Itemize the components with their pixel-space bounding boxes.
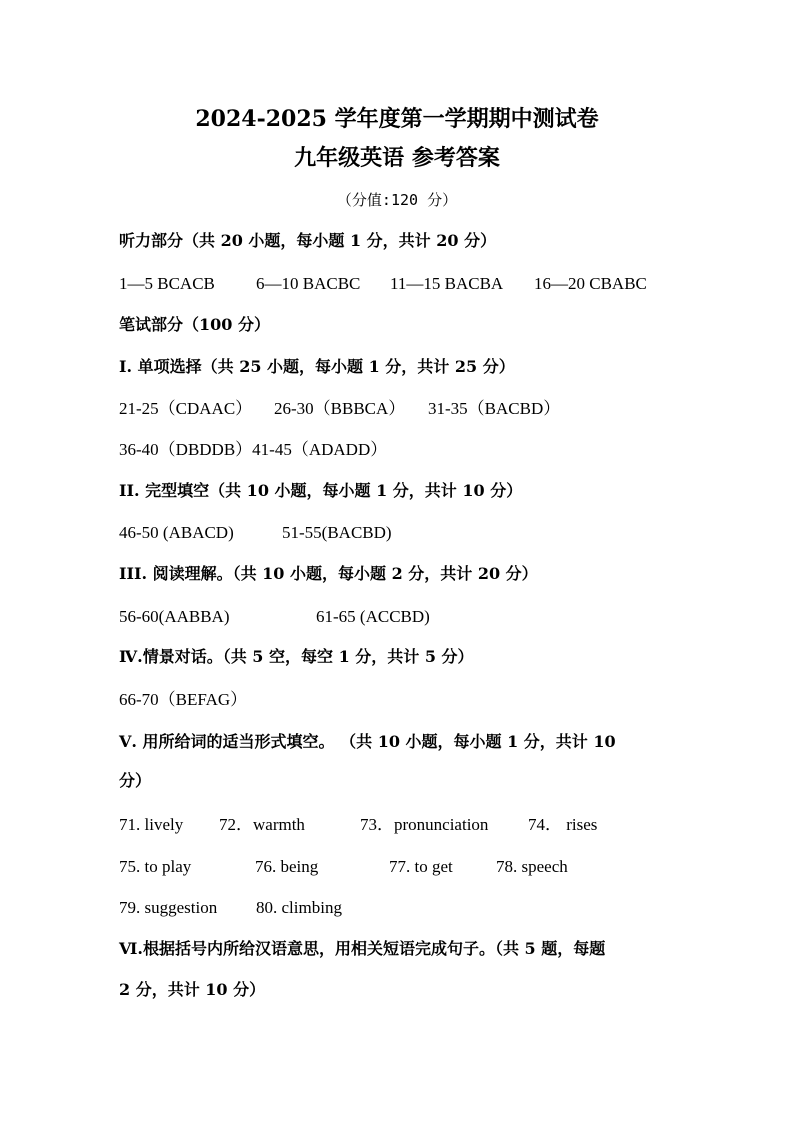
section4-heading: Ⅳ.情景对话。（共 5 空，每空 1 分，共计 5 分）	[119, 647, 474, 666]
section3-heading: III. 阅读理解。（共 10 小题，每小题 2 分，共计 20 分）	[119, 564, 538, 583]
section6-heading-line1: Ⅵ.根据括号内所给汉语意思，用相关短语完成句子。（共 5 题，每题	[119, 939, 606, 958]
section5-answer-75: 75. to play	[119, 857, 192, 876]
section3-answer-1: 56-60(AABBA)	[119, 607, 230, 626]
section5-answer-80: 80. climbing	[256, 898, 342, 917]
section5-answer-79: 79. suggestion	[119, 898, 218, 917]
section1-heading: I. 单项选择（共 25 小题，每小题 1 分，共计 25 分）	[119, 357, 515, 376]
document-subtitle: 九年级英语 参考答案	[294, 145, 500, 171]
section1-answer-3: 31-35（BACBD）	[428, 399, 561, 418]
listening-answer-1: 1—5 BCACB	[119, 274, 215, 293]
section1-answer-2: 26-30（BBBCA）	[274, 399, 406, 418]
section5-answer-72: 72．warmth	[219, 815, 305, 834]
section5-answer-77: 77. to get	[389, 857, 453, 876]
section6-heading-line2: 2 分，共计 10 分）	[119, 980, 266, 999]
section5-answer-73: 73．pronunciation	[360, 815, 489, 834]
document-title: 2024-2025 学年度第一学期期中测试卷	[195, 106, 599, 132]
section5-heading-line1: Ⅴ. 用所给词的适当形式填空。 （共 10 小题，每小题 1 分，共计 10	[119, 732, 616, 751]
listening-answer-2: 6—10 BACBC	[256, 274, 361, 293]
section2-heading: II. 完型填空（共 10 小题，每小题 1 分，共计 10 分）	[119, 481, 523, 500]
section1-answer-4: 36-40（DBDDB）41-45（ADADD）	[119, 440, 388, 459]
written-heading: 笔试部分（100 分）	[119, 315, 270, 334]
section2-answer-2: 51-55(BACBD)	[282, 523, 392, 542]
section5-answer-74: 74． rises	[528, 815, 598, 834]
section5-heading-line2: 分）	[119, 771, 152, 790]
listening-answer-3: 11—15 BACBA	[390, 274, 504, 293]
section5-answer-76: 76. being	[255, 857, 319, 876]
listening-heading: 听力部分（共 20 小题，每小题 1 分，共计 20 分）	[119, 231, 497, 250]
section5-answer-71: 71. lively	[119, 815, 184, 834]
section1-answer-1: 21-25（CDAAC）	[119, 399, 253, 418]
section3-answer-2: 61-65 (ACCBD)	[316, 607, 430, 626]
section4-answer-1: 66-70（BEFAG）	[119, 690, 248, 709]
section5-answer-78: 78. speech	[496, 857, 568, 876]
listening-answer-4: 16—20 CBABC	[534, 274, 647, 293]
section2-answer-1: 46-50 (ABACD)	[119, 523, 234, 542]
score-note: （分值:120 分）	[336, 191, 458, 209]
